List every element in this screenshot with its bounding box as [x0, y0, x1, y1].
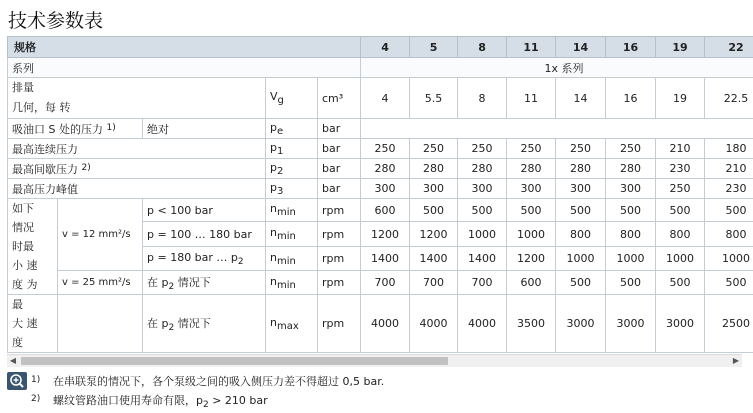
size-header: 4	[361, 37, 410, 58]
value-cell: 16	[606, 78, 656, 119]
footnote-2	[31, 391, 268, 407]
value-cell: 1000	[606, 247, 656, 271]
nmax-unit: rpm	[318, 295, 361, 353]
value-cell: 1200	[361, 222, 410, 247]
value-cell: 1000	[556, 247, 606, 271]
value-cell: 800	[606, 222, 656, 247]
value-cell: 250	[556, 139, 606, 159]
condition-tail: 情况下	[174, 317, 211, 330]
suction-unit: bar	[318, 119, 361, 139]
value-cell: 4000	[361, 295, 410, 353]
value-cell: 250	[656, 179, 705, 199]
value-cell: 300	[606, 179, 656, 199]
value-cell: 250	[606, 139, 656, 159]
value-cell: 4	[361, 78, 410, 119]
value-cell: 800	[556, 222, 606, 247]
symbol-main: n	[270, 202, 277, 215]
value-cell: 230	[656, 159, 705, 179]
value-cell: 22.5	[705, 78, 753, 119]
value-cell: 500	[606, 199, 656, 222]
value-cell: 280	[458, 159, 507, 179]
condition-sub: 2	[238, 257, 244, 267]
size-header: 8	[458, 37, 507, 58]
footnote-text: 在串联泵的情况下，各个泵级之间的吸入侧压力差不得超过 0,5 bar.	[53, 375, 384, 388]
value-cell: 300	[361, 179, 410, 199]
p2-label	[8, 159, 266, 179]
size-header: 14	[556, 37, 606, 58]
suction-value-empty	[361, 119, 753, 139]
symbol-main: n	[270, 316, 277, 329]
row-max-speed	[8, 295, 753, 353]
symbol-sub: 2	[277, 166, 283, 177]
viscosity-12: v = 12 mm²/s	[58, 199, 143, 271]
symbol-main: V	[270, 90, 278, 103]
group-label-line: 度 为	[12, 275, 57, 294]
row-min-speed-1	[8, 199, 753, 222]
value-cell: 210	[656, 139, 705, 159]
footnote-mark: 2)	[31, 391, 41, 407]
footnote-ref: 2)	[82, 163, 91, 173]
spec-header: 规格	[8, 37, 361, 58]
group-label-line: 时最	[12, 237, 57, 256]
group-label-line: 情况	[12, 218, 57, 237]
row-displacement	[8, 78, 753, 119]
size-header: 16	[606, 37, 656, 58]
value-cell: 1000	[656, 247, 705, 271]
value-cell: 280	[410, 159, 458, 179]
value-cell: 500	[507, 199, 556, 222]
symbol-sub: e	[277, 126, 283, 137]
value-cell: 8	[458, 78, 507, 119]
value-cell: 5.5	[410, 78, 458, 119]
value-cell: 1200	[410, 222, 458, 247]
symbol-sub: g	[278, 95, 284, 106]
nmax-symbol	[266, 295, 318, 353]
symbol-sub: 3	[277, 186, 283, 197]
viscosity-25: v = 25 mm²/s	[58, 271, 143, 295]
size-header: 19	[656, 37, 705, 58]
value-cell: 1000	[705, 247, 753, 271]
suction-label-text: 吸油口 S 处的压力	[12, 123, 103, 136]
p1-symbol	[266, 139, 318, 159]
suction-symbol	[266, 119, 318, 139]
displacement-unit: cm³	[318, 78, 361, 119]
value-cell: 4000	[410, 295, 458, 353]
displacement-label-line1: 排量	[12, 78, 265, 98]
p2-symbol	[266, 159, 318, 179]
min-speed-group-label	[8, 199, 58, 295]
min-speed-condition	[143, 271, 266, 295]
value-cell: 500	[656, 271, 705, 295]
group-label-line: 最	[12, 295, 57, 314]
displacement-label-line2: 几何，每 转	[12, 98, 265, 118]
row-max-pressure-peak	[8, 179, 753, 199]
p2-label-text: 最高间歇压力	[12, 163, 78, 176]
page-title: 技术参数表	[8, 6, 103, 33]
footnote-tail: > 210 bar	[209, 394, 268, 407]
displacement-symbol	[266, 78, 318, 119]
group-label-line: 度	[12, 333, 57, 352]
p1-unit: bar	[318, 139, 361, 159]
tech-data-table-container[interactable]	[7, 36, 753, 354]
value-cell: 280	[507, 159, 556, 179]
value-cell: 700	[410, 271, 458, 295]
footnote-sub: 2	[203, 400, 209, 410]
value-cell: 1200	[507, 247, 556, 271]
value-cell: 1000	[458, 222, 507, 247]
symbol-sub: min	[277, 231, 296, 242]
value-cell: 1000	[507, 222, 556, 247]
symbol-sub: 1	[277, 146, 283, 157]
symbol-main: p	[270, 181, 277, 194]
value-cell: 3000	[556, 295, 606, 353]
p3-unit: bar	[318, 179, 361, 199]
condition-sub: 2	[168, 282, 174, 292]
symbol-main: p	[270, 161, 277, 174]
value-cell: 250	[361, 139, 410, 159]
zoom-in-button[interactable]	[7, 372, 27, 390]
value-cell: 600	[507, 271, 556, 295]
value-cell: 250	[507, 139, 556, 159]
symbol-main: p	[270, 141, 277, 154]
value-cell: 1400	[361, 247, 410, 271]
nmin-symbol	[266, 199, 318, 222]
value-cell: 500	[656, 199, 705, 222]
footnote-ref: 1)	[106, 123, 115, 133]
value-cell: 700	[361, 271, 410, 295]
row-min-speed-4	[8, 271, 753, 295]
p2-unit: bar	[318, 159, 361, 179]
value-cell: 3000	[606, 295, 656, 353]
condition-text: p = 180 bar … p	[147, 251, 238, 264]
size-header: 22	[705, 37, 753, 58]
value-cell: 300	[458, 179, 507, 199]
scroll-left-arrow-icon[interactable]: ◀	[7, 355, 19, 367]
value-cell: 3000	[656, 295, 705, 353]
min-speed-condition: p = 100 … 180 bar	[143, 222, 266, 247]
max-speed-viscosity-empty	[58, 295, 143, 353]
nmin-symbol	[266, 247, 318, 271]
footnote-text: 螺纹管路油口使用寿命有限，p	[53, 394, 203, 407]
group-label-line: 小 速	[12, 256, 57, 275]
value-cell: 19	[656, 78, 705, 119]
footnote-1	[31, 372, 384, 388]
horizontal-scrollbar[interactable]	[7, 354, 742, 367]
nmin-unit: rpm	[318, 247, 361, 271]
tech-data-table	[7, 36, 753, 353]
value-cell: 280	[361, 159, 410, 179]
value-cell: 500	[410, 199, 458, 222]
p1-label: 最高连续压力	[8, 139, 266, 159]
p3-label: 最高压力峰值	[8, 179, 266, 199]
header-row	[8, 37, 753, 58]
group-label-line: 如下	[12, 199, 57, 218]
condition-text: 在 p	[147, 317, 168, 330]
symbol-sub: max	[277, 321, 299, 332]
value-cell: 280	[606, 159, 656, 179]
symbol-main: n	[270, 251, 277, 264]
row-suction-pressure	[8, 119, 753, 139]
value-cell: 500	[705, 199, 753, 222]
value-cell: 11	[507, 78, 556, 119]
value-cell: 500	[458, 199, 507, 222]
value-cell: 800	[656, 222, 705, 247]
symbol-main: p	[270, 121, 277, 134]
suction-label	[8, 119, 143, 139]
value-cell: 500	[556, 199, 606, 222]
value-cell: 1400	[458, 247, 507, 271]
value-cell: 180	[705, 139, 753, 159]
value-cell: 600	[361, 199, 410, 222]
min-speed-condition	[143, 247, 266, 271]
value-cell: 250	[410, 139, 458, 159]
symbol-main: n	[270, 226, 277, 239]
row-max-continuous-pressure	[8, 139, 753, 159]
min-speed-condition: p < 100 bar	[143, 199, 266, 222]
value-cell: 14	[556, 78, 606, 119]
displacement-label	[8, 78, 266, 119]
value-cell: 2500	[705, 295, 753, 353]
group-label-line: 大 速	[12, 314, 57, 333]
value-cell: 500	[556, 271, 606, 295]
suction-condition: 绝对	[143, 119, 266, 139]
value-cell: 4000	[458, 295, 507, 353]
condition-tail: 情况下	[174, 276, 211, 289]
value-cell: 250	[458, 139, 507, 159]
series-value: 1x 系列	[361, 58, 753, 78]
size-header: 5	[410, 37, 458, 58]
nmin-unit: rpm	[318, 222, 361, 247]
value-cell: 300	[410, 179, 458, 199]
value-cell: 800	[705, 222, 753, 247]
max-speed-group-label	[8, 295, 58, 353]
condition-text: 在 p	[147, 276, 168, 289]
symbol-sub: min	[277, 207, 296, 218]
symbol-sub: min	[277, 280, 296, 291]
nmin-symbol	[266, 222, 318, 247]
scroll-right-arrow-icon[interactable]: ▶	[730, 355, 742, 367]
size-header: 11	[507, 37, 556, 58]
row-series	[8, 58, 753, 78]
nmin-unit: rpm	[318, 271, 361, 295]
nmin-unit: rpm	[318, 199, 361, 222]
p3-symbol	[266, 179, 318, 199]
value-cell: 1400	[410, 247, 458, 271]
zoom-in-icon	[7, 372, 27, 390]
value-cell: 230	[705, 179, 753, 199]
value-cell: 280	[556, 159, 606, 179]
footnote-mark: 1)	[31, 372, 41, 388]
value-cell: 500	[705, 271, 753, 295]
value-cell: 300	[507, 179, 556, 199]
nmin-symbol	[266, 271, 318, 295]
max-speed-condition	[143, 295, 266, 353]
row-max-intermittent-pressure	[8, 159, 753, 179]
symbol-main: n	[270, 275, 277, 288]
value-cell: 210	[705, 159, 753, 179]
value-cell: 500	[606, 271, 656, 295]
condition-sub: 2	[168, 323, 174, 333]
value-cell: 3500	[507, 295, 556, 353]
value-cell: 700	[458, 271, 507, 295]
value-cell: 300	[556, 179, 606, 199]
symbol-sub: min	[277, 256, 296, 267]
series-label: 系列	[8, 58, 361, 78]
scroll-thumb[interactable]	[21, 357, 448, 365]
